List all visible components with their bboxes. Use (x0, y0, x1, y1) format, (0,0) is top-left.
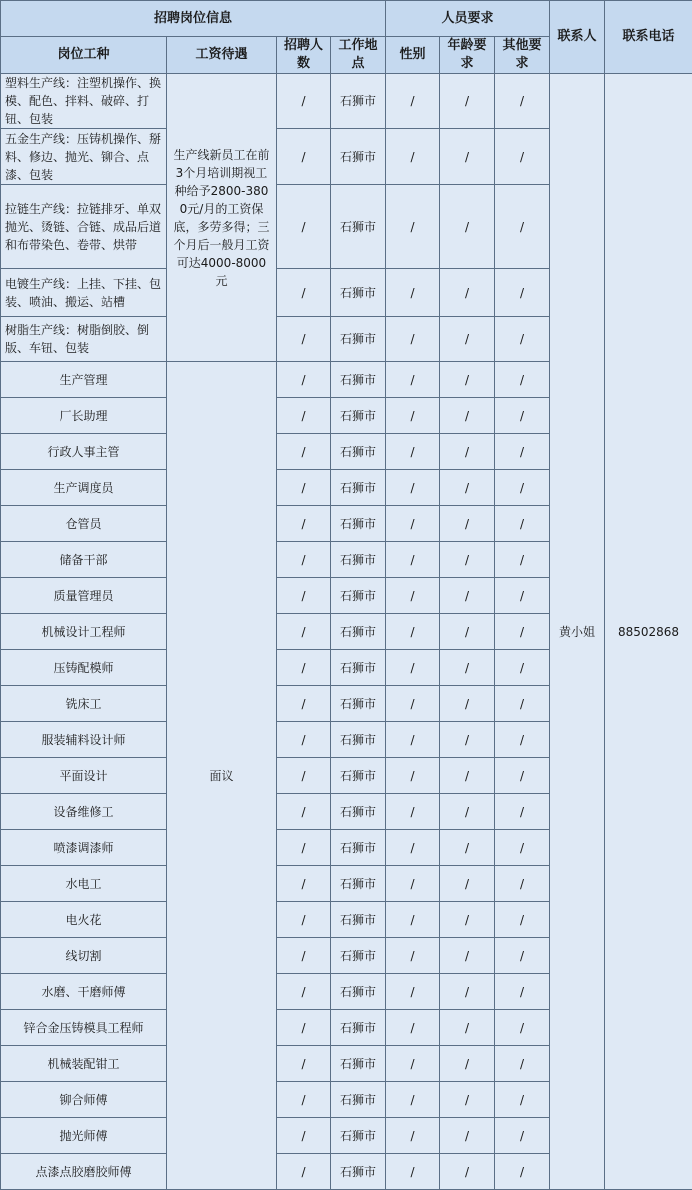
group-header-job-info: 招聘岗位信息 (1, 1, 386, 37)
cell-other: / (495, 542, 550, 578)
cell-age: / (440, 650, 495, 686)
cell-gender: / (386, 614, 440, 650)
cell-count: / (277, 686, 331, 722)
cell-gender: / (386, 686, 440, 722)
cell-other: / (495, 1082, 550, 1118)
cell-position: 储备干部 (1, 542, 167, 578)
cell-count: / (277, 434, 331, 470)
cell-gender: / (386, 362, 440, 398)
cell-count: / (277, 794, 331, 830)
cell-age: / (440, 362, 495, 398)
cell-gender: / (386, 398, 440, 434)
cell-gender: / (386, 185, 440, 269)
cell-other: / (495, 578, 550, 614)
cell-location: 石狮市 (331, 830, 386, 866)
cell-gender: / (386, 1010, 440, 1046)
cell-count: / (277, 938, 331, 974)
cell-age: / (440, 434, 495, 470)
cell-position: 锌合金压铸模具工程师 (1, 1010, 167, 1046)
cell-location: 石狮市 (331, 974, 386, 1010)
cell-age: / (440, 185, 495, 269)
cell-age: / (440, 866, 495, 902)
cell-position: 生产管理 (1, 362, 167, 398)
cell-age: / (440, 902, 495, 938)
cell-gender: / (386, 129, 440, 185)
cell-other: / (495, 686, 550, 722)
cell-other: / (495, 129, 550, 185)
cell-other: / (495, 185, 550, 269)
cell-age: / (440, 506, 495, 542)
cell-gender: / (386, 1082, 440, 1118)
cell-age: / (440, 317, 495, 362)
cell-other: / (495, 1118, 550, 1154)
cell-count: / (277, 866, 331, 902)
cell-salary-negotiable: 面议 (167, 362, 277, 1190)
cell-other: / (495, 938, 550, 974)
cell-location: 石狮市 (331, 269, 386, 317)
header-age: 年龄要求 (440, 37, 495, 74)
cell-age: / (440, 129, 495, 185)
header-gender: 性别 (386, 37, 440, 74)
cell-other: / (495, 398, 550, 434)
cell-location: 石狮市 (331, 1118, 386, 1154)
cell-count: / (277, 722, 331, 758)
cell-location: 石狮市 (331, 185, 386, 269)
cell-gender: / (386, 650, 440, 686)
cell-location: 石狮市 (331, 74, 386, 129)
cell-other: / (495, 866, 550, 902)
cell-count: / (277, 830, 331, 866)
cell-position: 塑料生产线：注塑机操作、换模、配色、拌料、破碎、打钮、包装 (1, 74, 167, 129)
cell-age: / (440, 1010, 495, 1046)
cell-count: / (277, 650, 331, 686)
cell-other: / (495, 362, 550, 398)
cell-position: 抛光师傅 (1, 1118, 167, 1154)
cell-contact-name: 黄小姐 (550, 74, 605, 1190)
cell-count: / (277, 74, 331, 129)
cell-location: 石狮市 (331, 650, 386, 686)
cell-gender: / (386, 434, 440, 470)
cell-age: / (440, 830, 495, 866)
cell-age: / (440, 974, 495, 1010)
header-other: 其他要求 (495, 37, 550, 74)
cell-gender: / (386, 542, 440, 578)
cell-other: / (495, 269, 550, 317)
cell-location: 石狮市 (331, 614, 386, 650)
table-row (1, 74, 692, 129)
cell-other: / (495, 1010, 550, 1046)
cell-count: / (277, 902, 331, 938)
cell-other: / (495, 974, 550, 1010)
cell-other: / (495, 1046, 550, 1082)
cell-location: 石狮市 (331, 794, 386, 830)
cell-position: 质量管理员 (1, 578, 167, 614)
cell-gender: / (386, 317, 440, 362)
cell-gender: / (386, 830, 440, 866)
cell-location: 石狮市 (331, 470, 386, 506)
cell-gender: / (386, 722, 440, 758)
cell-other: / (495, 1154, 550, 1190)
cell-position: 生产调度员 (1, 470, 167, 506)
cell-position: 喷漆调漆师 (1, 830, 167, 866)
cell-count: / (277, 362, 331, 398)
cell-age: / (440, 269, 495, 317)
cell-gender: / (386, 938, 440, 974)
cell-position: 拉链生产线：拉链排牙、单双抛光、烫链、合链、成品后道和布带染色、卷带、烘带 (1, 185, 167, 269)
cell-age: / (440, 794, 495, 830)
cell-other: / (495, 470, 550, 506)
cell-age: / (440, 758, 495, 794)
cell-age: / (440, 398, 495, 434)
cell-count: / (277, 470, 331, 506)
cell-location: 石狮市 (331, 938, 386, 974)
cell-gender: / (386, 470, 440, 506)
cell-position: 仓管员 (1, 506, 167, 542)
cell-position: 电镀生产线：上挂、下挂、包装、喷油、搬运、站槽 (1, 269, 167, 317)
cell-count: / (277, 129, 331, 185)
cell-gender: / (386, 269, 440, 317)
cell-age: / (440, 1154, 495, 1190)
cell-age: / (440, 1118, 495, 1154)
cell-position: 设备维修工 (1, 794, 167, 830)
cell-age: / (440, 614, 495, 650)
cell-other: / (495, 830, 550, 866)
cell-location: 石狮市 (331, 434, 386, 470)
cell-location: 石狮市 (331, 362, 386, 398)
cell-count: / (277, 185, 331, 269)
cell-count: / (277, 974, 331, 1010)
cell-other: / (495, 650, 550, 686)
cell-gender: / (386, 758, 440, 794)
cell-position: 铣床工 (1, 686, 167, 722)
cell-gender: / (386, 1154, 440, 1190)
cell-gender: / (386, 1046, 440, 1082)
cell-other: / (495, 614, 550, 650)
cell-age: / (440, 722, 495, 758)
cell-count: / (277, 269, 331, 317)
cell-count: / (277, 1046, 331, 1082)
cell-gender: / (386, 74, 440, 129)
cell-location: 石狮市 (331, 398, 386, 434)
cell-age: / (440, 74, 495, 129)
cell-other: / (495, 74, 550, 129)
cell-position: 点漆点胶磨胶师傅 (1, 1154, 167, 1190)
cell-count: / (277, 317, 331, 362)
table-body (1, 74, 692, 1190)
cell-location: 石狮市 (331, 1082, 386, 1118)
cell-location: 石狮市 (331, 722, 386, 758)
cell-position: 水电工 (1, 866, 167, 902)
cell-age: / (440, 542, 495, 578)
cell-count: / (277, 1154, 331, 1190)
cell-other: / (495, 722, 550, 758)
header-position: 岗位工种 (1, 37, 167, 74)
cell-other: / (495, 506, 550, 542)
cell-position: 五金生产线：压铸机操作、掰料、修边、抛光、铆合、点漆、包装 (1, 129, 167, 185)
cell-count: / (277, 1118, 331, 1154)
header-location: 工作地点 (331, 37, 386, 74)
cell-location: 石狮市 (331, 1154, 386, 1190)
cell-other: / (495, 758, 550, 794)
cell-other: / (495, 317, 550, 362)
cell-count: / (277, 578, 331, 614)
header-count: 招聘人数 (277, 37, 331, 74)
cell-count: / (277, 758, 331, 794)
cell-age: / (440, 470, 495, 506)
cell-location: 石狮市 (331, 542, 386, 578)
cell-position: 压铸配模师 (1, 650, 167, 686)
cell-count: / (277, 542, 331, 578)
cell-position: 厂长助理 (1, 398, 167, 434)
cell-age: / (440, 1046, 495, 1082)
cell-contact-phone: 88502868 (605, 74, 692, 1190)
cell-location: 石狮市 (331, 902, 386, 938)
cell-position: 机械设计工程师 (1, 614, 167, 650)
cell-count: / (277, 614, 331, 650)
cell-position: 行政人事主管 (1, 434, 167, 470)
header-contact: 联系人 (550, 1, 605, 74)
cell-salary-production: 生产线新员工在前3个月培训期视工种给予2800-3800元/月的工资保底，多劳多得；三个月后一般月工资可达4000-8000元 (167, 74, 277, 362)
cell-gender: / (386, 902, 440, 938)
cell-location: 石狮市 (331, 317, 386, 362)
cell-gender: / (386, 1118, 440, 1154)
cell-position: 线切割 (1, 938, 167, 974)
cell-position: 电火花 (1, 902, 167, 938)
header-salary: 工资待遇 (167, 37, 277, 74)
cell-location: 石狮市 (331, 866, 386, 902)
cell-location: 石狮市 (331, 506, 386, 542)
cell-count: / (277, 506, 331, 542)
cell-gender: / (386, 974, 440, 1010)
cell-other: / (495, 434, 550, 470)
cell-location: 石狮市 (331, 758, 386, 794)
cell-position: 铆合师傅 (1, 1082, 167, 1118)
cell-location: 石狮市 (331, 686, 386, 722)
group-header-requirements: 人员要求 (386, 1, 550, 37)
cell-other: / (495, 902, 550, 938)
cell-location: 石狮市 (331, 578, 386, 614)
cell-gender: / (386, 578, 440, 614)
cell-gender: / (386, 794, 440, 830)
header-phone: 联系电话 (605, 1, 692, 74)
cell-position: 树脂生产线：树脂倒胶、倒版、车钮、包装 (1, 317, 167, 362)
cell-location: 石狮市 (331, 1046, 386, 1082)
cell-location: 石狮市 (331, 129, 386, 185)
cell-position: 机械装配钳工 (1, 1046, 167, 1082)
cell-position: 平面设计 (1, 758, 167, 794)
cell-gender: / (386, 506, 440, 542)
cell-age: / (440, 938, 495, 974)
cell-age: / (440, 1082, 495, 1118)
cell-age: / (440, 578, 495, 614)
cell-count: / (277, 1082, 331, 1118)
cell-count: / (277, 398, 331, 434)
cell-position: 水磨、干磨师傅 (1, 974, 167, 1010)
cell-gender: / (386, 866, 440, 902)
cell-location: 石狮市 (331, 1010, 386, 1046)
cell-other: / (495, 794, 550, 830)
cell-count: / (277, 1010, 331, 1046)
cell-age: / (440, 686, 495, 722)
cell-position: 服装辅料设计师 (1, 722, 167, 758)
